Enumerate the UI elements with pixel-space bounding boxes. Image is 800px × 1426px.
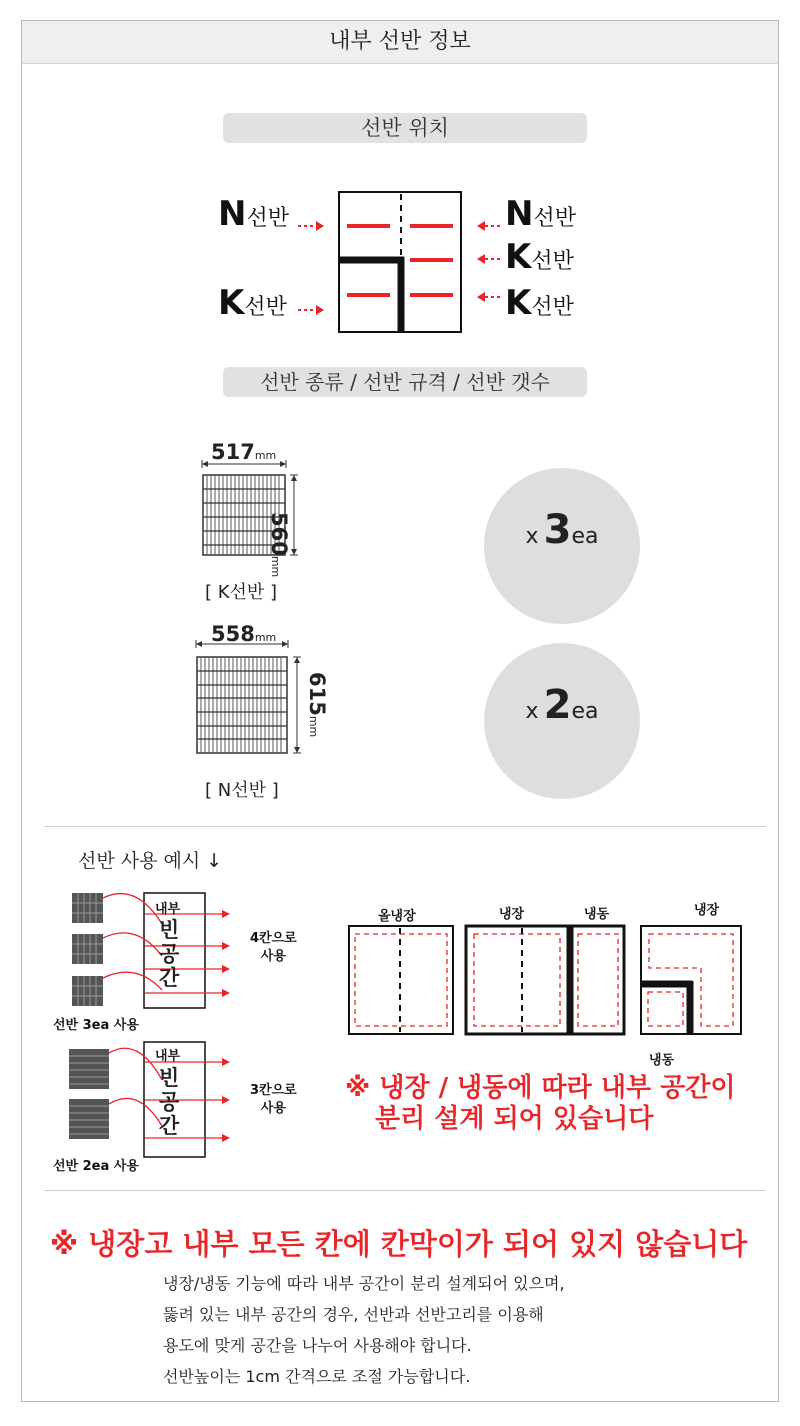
- config-all-fridge: [349, 926, 453, 1034]
- example1-space-label: 빈 공 간: [158, 918, 180, 990]
- n-shelf-count-badge: x 2ea: [484, 643, 640, 799]
- label-fridge-b: 냉장: [694, 903, 720, 918]
- label-fridge: 냉장: [499, 907, 525, 922]
- example-title: 선반 사용 예시 ↓: [78, 850, 223, 872]
- label-freezer-b: 냉동: [649, 1053, 675, 1068]
- example1-caption: 선반 3ea 사용: [53, 1018, 139, 1033]
- config-fridge-freezer-l: [641, 926, 741, 1034]
- k-shelf-count-badge: x 3ea: [484, 468, 640, 624]
- example1-usage: 4칸으로 사용: [250, 931, 297, 964]
- k-shelf-caption: [ K선반 ]: [205, 582, 278, 603]
- section-pill-types: 선반 종류 / 선반 규격 / 선반 갯수: [223, 367, 587, 397]
- arrow-left-bottom-icon: [298, 305, 324, 315]
- k-shelf-height-label: 560mm: [267, 512, 291, 578]
- label-right-3: K선반: [505, 283, 574, 323]
- arrow-right-1-icon: [477, 221, 502, 231]
- arrow-right-2-icon: [477, 254, 502, 264]
- n-shelf-diagram: [193, 640, 318, 765]
- separation-note: ※ 냉장 / 냉동에 따라 내부 공간이 분리 설계 되어 있습니다: [345, 1073, 736, 1135]
- divider-1: [44, 826, 766, 827]
- divider-2: [44, 1190, 766, 1191]
- label-left-bottom: K선반: [218, 283, 287, 323]
- label-left-top: N선반: [218, 194, 289, 234]
- n-shelf-grid: [197, 657, 287, 753]
- arrow-right-3-icon: [477, 292, 502, 302]
- label-freezer: 냉동: [584, 907, 610, 922]
- n-shelf-caption: [ N선반 ]: [205, 780, 279, 801]
- k-shelf-width-label: 517mm: [211, 440, 277, 464]
- n-shelf-width-label: 558mm: [211, 622, 277, 646]
- example2-space-label: 빈 공 간: [158, 1066, 180, 1138]
- arrow-left-top-icon: [298, 221, 324, 231]
- example2-caption: 선반 2ea 사용: [53, 1159, 139, 1174]
- example2-inner-label: 내부: [155, 1049, 181, 1064]
- label-right-1: N선반: [505, 194, 576, 234]
- k-shelf-diagram: [200, 460, 320, 570]
- example1-inner-label: 내부: [155, 902, 181, 917]
- description-text: 냉장/냉동 기능에 따라 내부 공간이 분리 설계되어 있으며, 뚫려 있는 내부 공간의 경우, 선반과 선반고리를 이용해 용도에 맞게 공간을 나누어 사용해야 합니다. 선반높이는 1cm 간격으로 조절 가능합니다.: [163, 1274, 565, 1386]
- partition-warning: ※ 냉장고 내부 모든 칸에 칸막이가 되어 있지 않습니다: [50, 1227, 748, 1261]
- shelf-position-diagram: [290, 185, 510, 335]
- fridge-config-diagrams: [340, 920, 760, 1040]
- config-fridge-freezer: [466, 926, 624, 1034]
- section-pill-position: 선반 위치: [223, 113, 587, 143]
- label-right-2: K선반: [505, 237, 574, 277]
- page-title: 내부 선반 정보: [22, 21, 778, 64]
- label-all-fridge: 올냉장: [378, 909, 416, 924]
- n-shelf-height-label: 615mm: [305, 672, 329, 738]
- example2-usage: 3칸으로 사용: [250, 1083, 297, 1116]
